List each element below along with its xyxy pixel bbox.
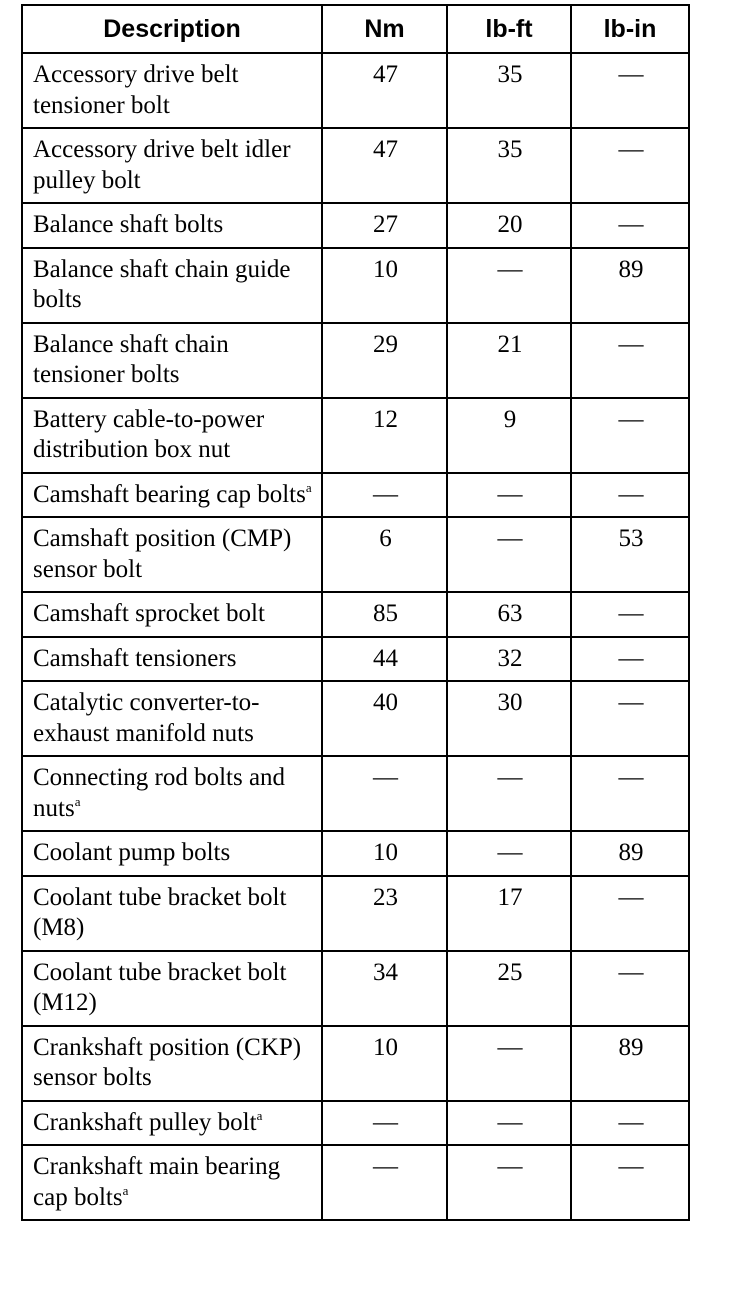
lbft-value-cell: —	[447, 831, 571, 876]
column-header-nm: Nm	[322, 5, 447, 53]
table-row	[22, 473, 689, 518]
description-text: Camshaft tensioners	[33, 644, 237, 672]
nm-value-cell: 10	[322, 1026, 447, 1101]
table-row	[22, 398, 689, 473]
nm-value-cell: 29	[322, 323, 447, 398]
nm-value-cell: 10	[322, 248, 447, 323]
description-text: Balance shaft bolts	[33, 211, 224, 238]
lbin-value-cell: —	[571, 876, 689, 951]
lbft-value-cell: 63	[447, 592, 571, 637]
description-cell	[22, 517, 322, 592]
description-text: Catalytic converter-to-exhaust manifold nuts	[33, 689, 260, 747]
lbin-value-cell: 89	[571, 831, 689, 876]
footnote-marker: a	[256, 1107, 263, 1123]
lbin-value-cell: —	[571, 1145, 689, 1220]
table-row	[22, 53, 689, 128]
table-row	[22, 637, 689, 682]
description-cell	[22, 53, 322, 128]
lbin-value-cell: —	[571, 951, 689, 1026]
nm-value-cell: —	[322, 1145, 447, 1220]
description-text: Accessory drive belt idler pulley bolt	[33, 136, 291, 194]
lbft-value-cell: 21	[447, 323, 571, 398]
description-cell	[22, 128, 322, 203]
lbft-value-cell: 20	[447, 203, 571, 248]
lbin-value-cell: —	[571, 592, 689, 637]
lbft-value-cell: —	[447, 1145, 571, 1220]
lbin-value-cell: —	[571, 1101, 689, 1146]
lbft-value-cell: —	[447, 248, 571, 323]
description-text: Camshaft position (CMP) sensor bolt	[33, 525, 292, 583]
column-header-lbft: lb-ft	[447, 5, 571, 53]
column-header-description: Description	[22, 5, 322, 53]
description-cell	[22, 951, 322, 1026]
lbin-value-cell: —	[571, 398, 689, 473]
lbin-value-cell: —	[571, 128, 689, 203]
description-text: Crankshaft main bearing cap bolts	[33, 1153, 281, 1211]
description-cell	[22, 323, 322, 398]
nm-value-cell: 6	[322, 517, 447, 592]
footnote-marker: a	[305, 479, 312, 495]
lbft-value-cell: 9	[447, 398, 571, 473]
lbft-value-cell: 35	[447, 53, 571, 128]
description-cell	[22, 203, 322, 248]
footnote-marker: a	[74, 793, 81, 809]
table-header-row	[22, 5, 689, 53]
description-cell	[22, 592, 322, 637]
description-text: Battery cable-to-power distribution box nut	[33, 405, 265, 463]
table-row	[22, 1026, 689, 1101]
lbft-value-cell: —	[447, 1026, 571, 1101]
description-text: Coolant tube bracket bolt (M8)	[33, 883, 287, 941]
description-text: Camshaft bearing cap bolts	[33, 480, 306, 508]
table-row	[22, 248, 689, 323]
nm-value-cell: 10	[322, 831, 447, 876]
lbin-value-cell: —	[571, 473, 689, 518]
description-cell	[22, 831, 322, 876]
lbin-value-cell: —	[571, 756, 689, 831]
table-row	[22, 951, 689, 1026]
table-body	[22, 53, 689, 1220]
lbft-value-cell: 35	[447, 128, 571, 203]
nm-value-cell: 12	[322, 398, 447, 473]
description-cell	[22, 876, 322, 951]
description-text: Crankshaft pulley bolt	[33, 1108, 257, 1136]
description-cell	[22, 398, 322, 473]
lbft-value-cell: 30	[447, 681, 571, 756]
table-row	[22, 756, 689, 831]
lbft-value-cell: —	[447, 1101, 571, 1146]
nm-value-cell: —	[322, 473, 447, 518]
description-text: Accessory drive belt tensioner bolt	[33, 61, 239, 119]
nm-value-cell: 44	[322, 637, 447, 682]
description-text: Crankshaft position (CKP) sensor bolts	[33, 1033, 302, 1091]
nm-value-cell: —	[322, 756, 447, 831]
description-text: Balance shaft chain guide bolts	[33, 255, 291, 313]
description-text: Camshaft sprocket bolt	[33, 600, 265, 627]
lbft-value-cell: 32	[447, 637, 571, 682]
lbin-value-cell: 53	[571, 517, 689, 592]
nm-value-cell: 23	[322, 876, 447, 951]
table-row	[22, 203, 689, 248]
nm-value-cell: 85	[322, 592, 447, 637]
footnote-marker: a	[122, 1182, 129, 1198]
nm-value-cell: 47	[322, 128, 447, 203]
lbin-value-cell: —	[571, 323, 689, 398]
lbft-value-cell: —	[447, 473, 571, 518]
table-row	[22, 681, 689, 756]
description-cell	[22, 248, 322, 323]
lbin-value-cell: 89	[571, 1026, 689, 1101]
lbin-value-cell: —	[571, 681, 689, 756]
lbft-value-cell: 25	[447, 951, 571, 1026]
table-row	[22, 323, 689, 398]
description-text: Connecting rod bolts and nuts	[33, 764, 286, 822]
lbin-value-cell: —	[571, 53, 689, 128]
lbft-value-cell: 17	[447, 876, 571, 951]
nm-value-cell: 34	[322, 951, 447, 1026]
description-cell	[22, 756, 322, 831]
table-row	[22, 128, 689, 203]
table-row	[22, 831, 689, 876]
description-cell	[22, 1026, 322, 1101]
description-cell	[22, 637, 322, 682]
lbin-value-cell: —	[571, 203, 689, 248]
lbft-value-cell: —	[447, 517, 571, 592]
description-text: Coolant tube bracket bolt (M12)	[33, 958, 287, 1016]
description-text: Balance shaft chain tensioner bolts	[33, 330, 229, 388]
table-row	[22, 876, 689, 951]
table-row	[22, 517, 689, 592]
nm-value-cell: 27	[322, 203, 447, 248]
lbin-value-cell: —	[571, 637, 689, 682]
description-cell	[22, 1145, 322, 1220]
column-header-lbin: lb-in	[571, 5, 689, 53]
description-cell	[22, 681, 322, 756]
torque-spec-table	[21, 4, 690, 1221]
lbft-value-cell: —	[447, 756, 571, 831]
lbin-value-cell: 89	[571, 248, 689, 323]
nm-value-cell: —	[322, 1101, 447, 1146]
table-row	[22, 1101, 689, 1146]
nm-value-cell: 47	[322, 53, 447, 128]
description-text: Coolant pump bolts	[33, 839, 231, 866]
nm-value-cell: 40	[322, 681, 447, 756]
description-cell	[22, 473, 322, 518]
table-row	[22, 592, 689, 637]
description-cell	[22, 1101, 322, 1146]
table-row	[22, 1145, 689, 1220]
